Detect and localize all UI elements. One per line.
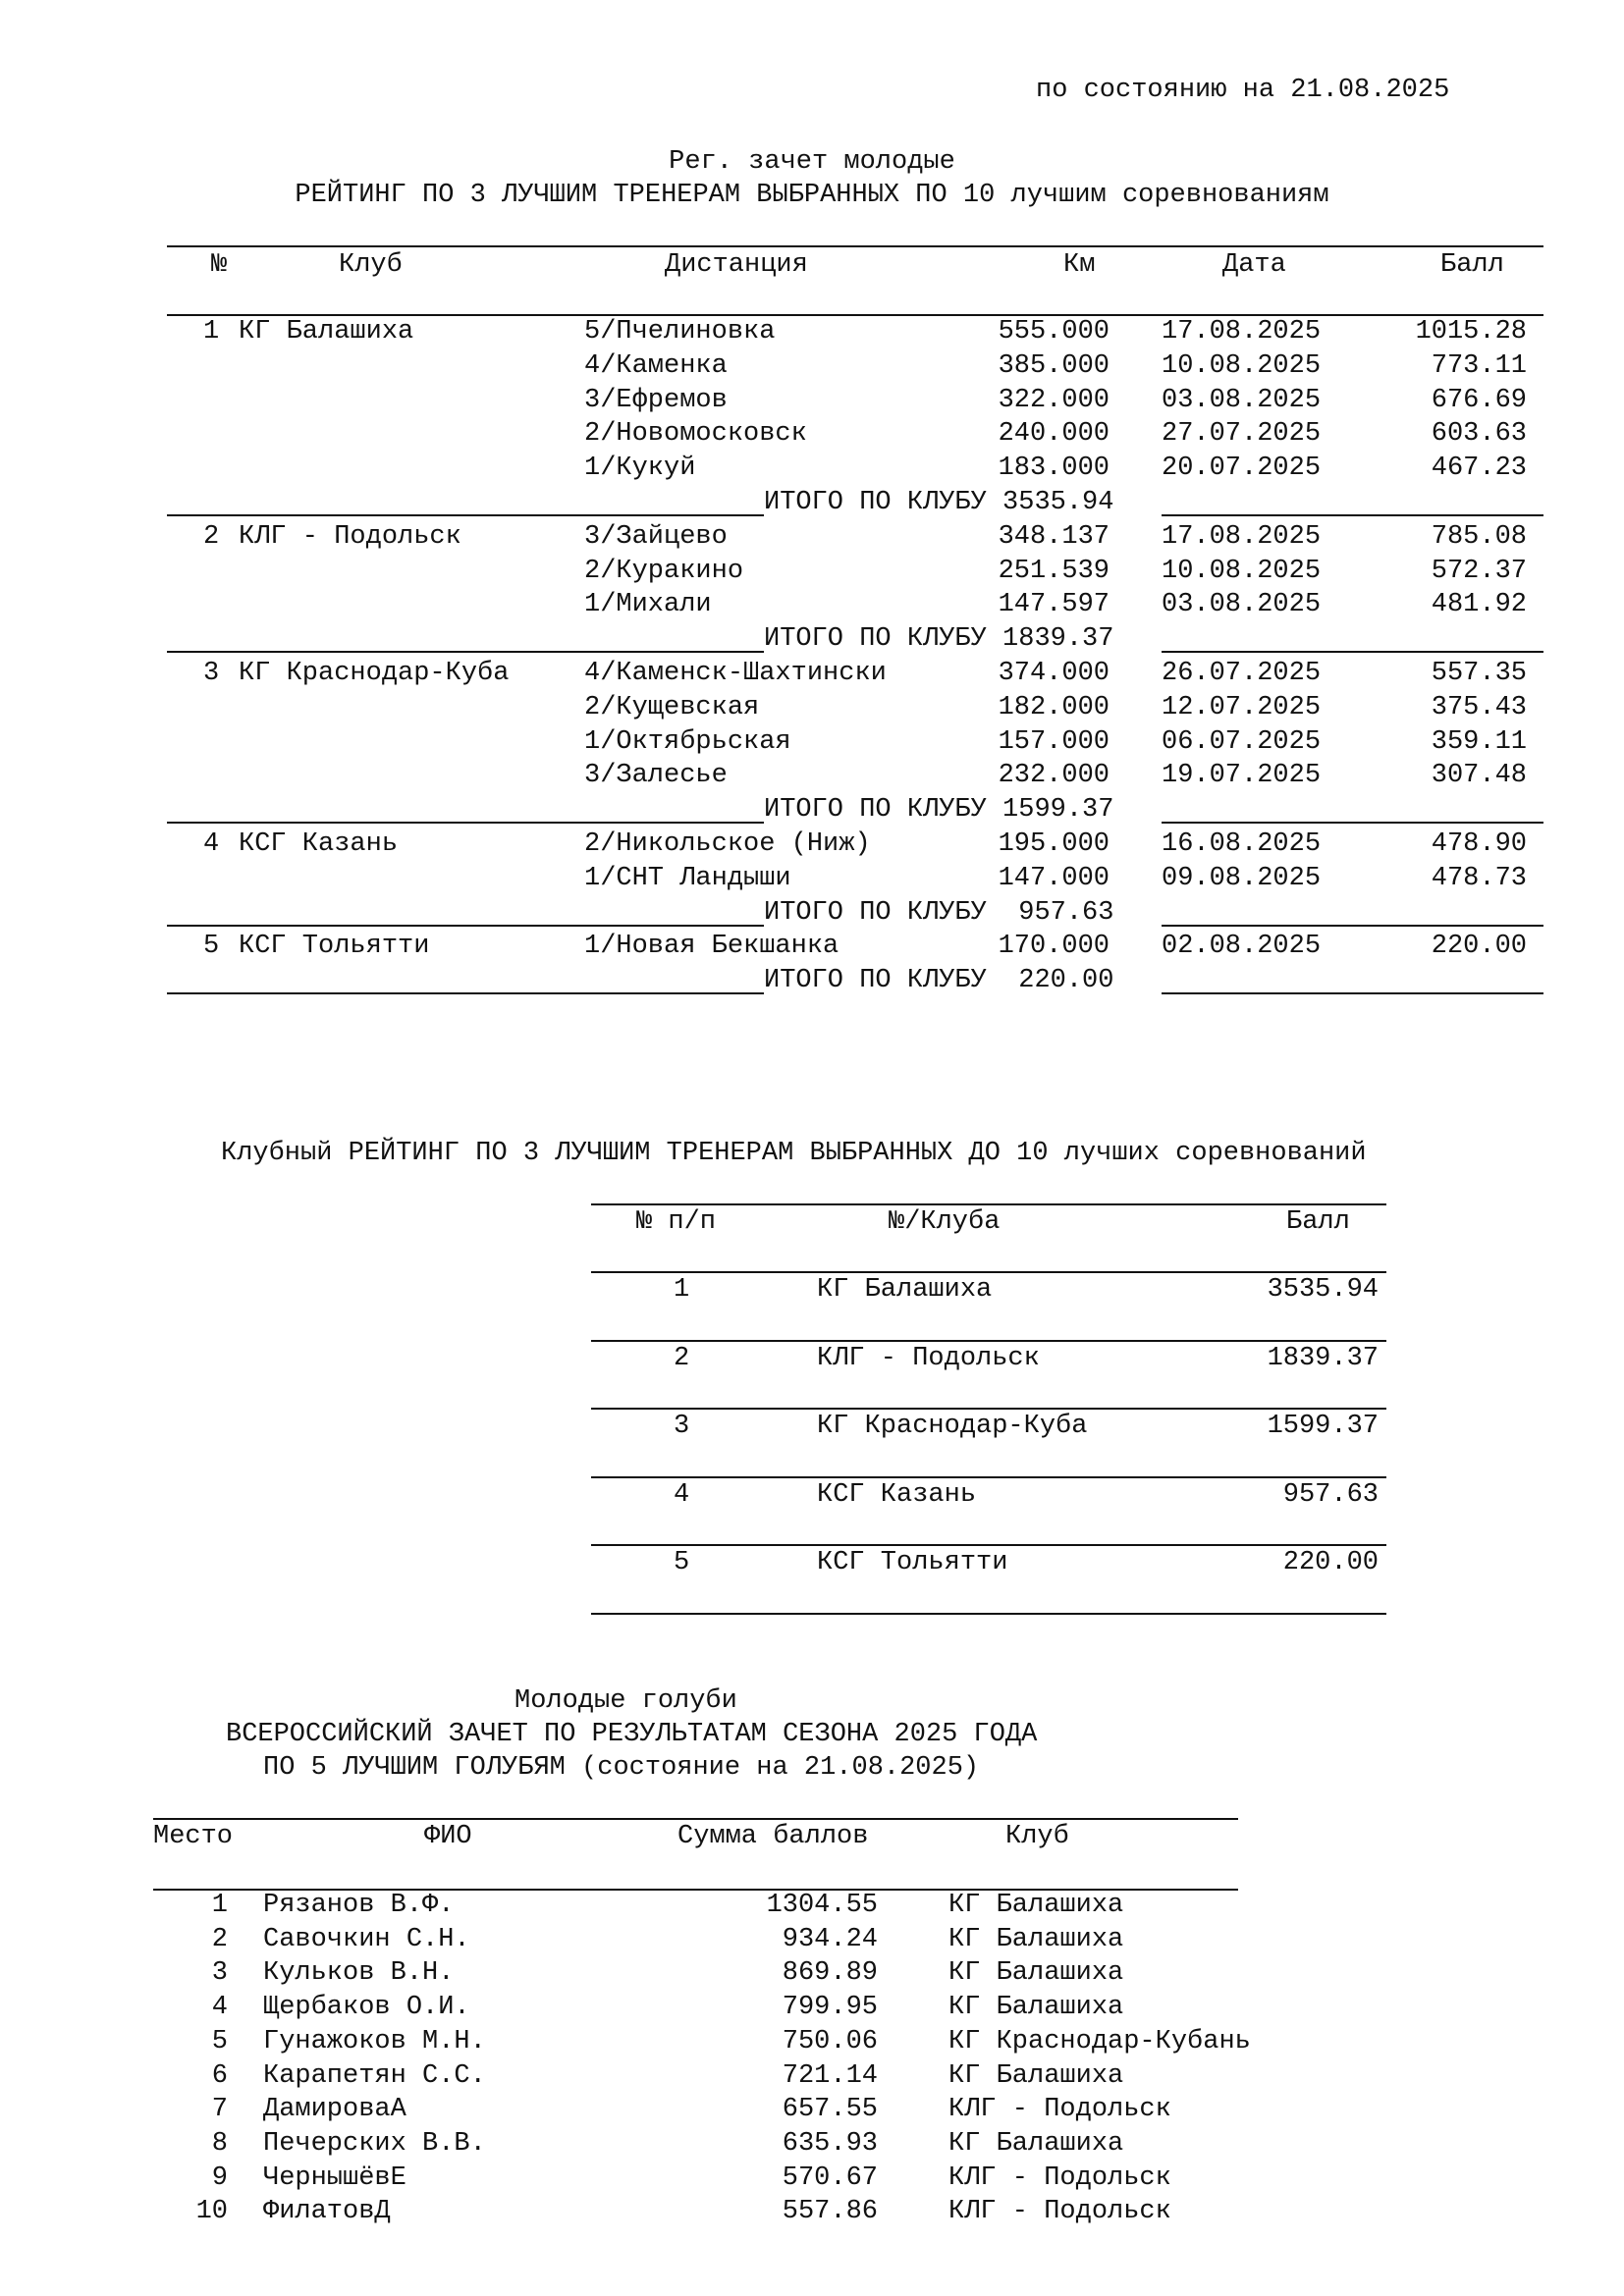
km-cell: 182.000 [998, 692, 1110, 722]
score-cell: 572.37 [1431, 556, 1527, 586]
col-header-date: Дата [1222, 250, 1286, 280]
pigeon-club: КГ Балашиха [948, 1958, 1124, 1989]
distance-cell: 3/Залесье [584, 761, 728, 791]
club-table-top-rule [591, 1203, 1386, 1205]
distance-cell: 4/Каменка [584, 350, 728, 381]
club-row-rule [591, 1271, 1386, 1273]
club-name: КГ Краснодар-Куба [239, 659, 510, 688]
club-rating-title: Клубный РЕЙТИНГ ПО 3 ЛУЧШИМ ТРЕНЕРАМ ВЫБРАННЫХ ДО 10 лучших соревнований [221, 1139, 1367, 1168]
club-rank: 3 [203, 659, 220, 688]
date-cell: 09.08.2025 [1162, 863, 1322, 893]
distance-cell: 3/Зайцево [584, 521, 728, 552]
pigeon-club: КЛГ - Подольск [948, 2095, 1171, 2125]
club-rating-name: КЛГ - Подольск [817, 1343, 1040, 1373]
km-cell: 555.000 [998, 317, 1110, 347]
total-rule-left [167, 992, 764, 994]
club-rating-rank: 2 [674, 1343, 690, 1373]
club-rating-rank: 1 [674, 1275, 690, 1305]
score-cell: 307.48 [1431, 761, 1527, 791]
col-header-club: Клуб [339, 250, 403, 280]
club-name: КЛГ - Подольск [239, 521, 461, 552]
pigeon-sum: 750.06 [782, 2026, 878, 2056]
date-cell: 26.07.2025 [1162, 659, 1322, 688]
pigeons-col-header-sum: Сумма баллов [677, 1822, 869, 1851]
pigeon-place: 4 [211, 1993, 228, 2023]
distance-cell: 1/СНТ Ландыши [584, 863, 791, 893]
club-rating-rank: 4 [674, 1479, 690, 1510]
club-rating-name: КСГ Тольятти [817, 1548, 1008, 1577]
km-cell: 251.539 [998, 556, 1110, 586]
pigeon-sum: 721.14 [782, 2060, 878, 2091]
total-rule-right [1162, 925, 1543, 927]
pigeon-name: Савочкин С.Н. [263, 1924, 470, 1954]
total-rule-left [167, 514, 764, 516]
club-rating-rank: 3 [674, 1412, 690, 1441]
club-rating-score: 3535.94 [1267, 1275, 1379, 1305]
club-table-bottom-rule [591, 1613, 1386, 1615]
km-cell: 183.000 [998, 454, 1110, 484]
club-rating-name: КГ Краснодар-Куба [817, 1412, 1088, 1441]
club-total: ИТОГО ПО КЛУБУ 220.00 [764, 966, 1114, 996]
club-name: КГ Балашиха [239, 317, 414, 347]
pigeon-name: Кульков В.Н. [263, 1958, 455, 1989]
distance-cell: 2/Куракино [584, 556, 744, 586]
pigeon-club: КЛГ - Подольск [948, 2197, 1171, 2227]
date-cell: 27.07.2025 [1162, 419, 1322, 450]
header-bottom-rule [167, 314, 1543, 316]
total-rule-left [167, 822, 764, 824]
club-name: КСГ Тольятти [239, 932, 430, 962]
club-rating-score: 220.00 [1282, 1548, 1379, 1577]
club-rating-score: 1839.37 [1267, 1343, 1379, 1373]
total-rule-right [1162, 822, 1543, 824]
club-name: КСГ Казань [239, 829, 399, 859]
club-row-rule [591, 1544, 1386, 1546]
date-cell: 06.07.2025 [1162, 726, 1322, 757]
date-cell: 20.07.2025 [1162, 454, 1322, 484]
col-header-distance: Дистанция [665, 250, 808, 280]
club-total: ИТОГО ПО КЛУБУ 1839.37 [764, 624, 1114, 655]
club-row-rule [591, 1408, 1386, 1410]
distance-cell: 5/Пчелиновка [584, 317, 776, 347]
km-cell: 170.000 [998, 932, 1110, 962]
date-cell: 10.08.2025 [1162, 556, 1322, 586]
distance-cell: 1/Михали [584, 590, 712, 620]
date-cell: 03.08.2025 [1162, 385, 1322, 415]
score-cell: 481.92 [1431, 590, 1527, 620]
pigeons-title-3: ПО 5 ЛУЧШИМ ГОЛУБЯМ (состояние на 21.08.2025) [263, 1753, 980, 1783]
km-cell: 147.597 [998, 590, 1110, 620]
score-cell: 603.63 [1431, 419, 1527, 450]
club-total: ИТОГО ПО КЛУБУ 1599.37 [764, 795, 1114, 826]
score-cell: 359.11 [1431, 726, 1527, 757]
pigeon-place: 10 [195, 2197, 228, 2227]
pigeon-name: ЧернышёвЕ [263, 2163, 406, 2193]
pigeons-col-header-name: ФИО [424, 1822, 472, 1851]
score-cell: 785.08 [1431, 521, 1527, 552]
pigeon-club: КГ Балашиха [948, 1891, 1124, 1920]
date-cell: 17.08.2025 [1162, 521, 1322, 552]
pigeon-place: 9 [211, 2163, 228, 2193]
km-cell: 385.000 [998, 350, 1110, 381]
pigeon-club: КЛГ - Подольск [948, 2163, 1171, 2193]
pigeon-sum: 635.93 [782, 2128, 878, 2159]
club-rank: 1 [203, 317, 220, 347]
pigeon-name: ДамироваА [263, 2095, 406, 2125]
date-cell: 10.08.2025 [1162, 350, 1322, 381]
pigeon-club: КГ Краснодар-Кубань [948, 2026, 1251, 2056]
pigeon-sum: 570.67 [782, 2163, 878, 2193]
distance-cell: 1/Октябрьская [584, 726, 791, 757]
club-rank: 4 [203, 829, 220, 859]
pigeon-name: ФилатовД [263, 2197, 391, 2227]
score-cell: 478.73 [1431, 863, 1527, 893]
club-rating-name: КСГ Казань [817, 1479, 977, 1510]
date-cell: 12.07.2025 [1162, 692, 1322, 722]
table-top-rule [167, 245, 1543, 247]
km-cell: 322.000 [998, 385, 1110, 415]
total-rule-right [1162, 514, 1543, 516]
pigeon-sum: 1304.55 [766, 1891, 878, 1920]
pigeon-place: 2 [211, 1924, 228, 1954]
km-cell: 348.137 [998, 521, 1110, 552]
pigeon-place: 7 [211, 2095, 228, 2125]
date-cell: 19.07.2025 [1162, 761, 1322, 791]
pigeon-place: 8 [211, 2128, 228, 2159]
pigeons-col-header-place: Место [153, 1822, 234, 1851]
date-cell: 02.08.2025 [1162, 932, 1322, 962]
club-col-header-club: №/Клуба [889, 1207, 1001, 1237]
col-header-score: Балл [1440, 250, 1504, 280]
distance-cell: 2/Новомосковск [584, 419, 807, 450]
score-cell: 773.11 [1431, 350, 1527, 381]
pigeon-sum: 657.55 [782, 2095, 878, 2125]
club-rating-score: 1599.37 [1267, 1412, 1379, 1441]
regional-title-2: РЕЙТИНГ ПО 3 ЛУЧШИМ ТРЕНЕРАМ ВЫБРАННЫХ ПО 10 лучшим соревнованиям [295, 181, 1329, 210]
date-cell: 17.08.2025 [1162, 317, 1322, 347]
pigeon-sum: 799.95 [782, 1993, 878, 2023]
status-date: по состоянию на 21.08.2025 [1036, 76, 1450, 105]
score-cell: 557.35 [1431, 659, 1527, 688]
club-rank: 2 [203, 521, 220, 552]
distance-cell: 1/Новая Бекшанка [584, 932, 839, 962]
score-cell: 220.00 [1431, 932, 1527, 962]
km-cell: 374.000 [998, 659, 1110, 688]
col-header-num: № [211, 250, 228, 280]
total-rule-left [167, 925, 764, 927]
pigeon-name: Карапетян С.С. [263, 2060, 486, 2091]
distance-cell: 4/Каменск-Шахтински [584, 659, 887, 688]
km-cell: 147.000 [998, 863, 1110, 893]
total-rule-left [167, 651, 764, 653]
distance-cell: 1/Кукуй [584, 454, 696, 484]
score-cell: 467.23 [1431, 454, 1527, 484]
club-row-rule [591, 1340, 1386, 1342]
pigeon-sum: 869.89 [782, 1958, 878, 1989]
club-rating-rank: 5 [674, 1548, 690, 1577]
score-cell: 478.90 [1431, 829, 1527, 859]
club-col-header-score: Балл [1286, 1207, 1350, 1237]
pigeon-place: 1 [211, 1891, 228, 1920]
pigeon-club: КГ Балашиха [948, 2128, 1124, 2159]
club-rating-score: 957.63 [1282, 1479, 1379, 1510]
pigeons-top-rule [153, 1818, 1238, 1820]
distance-cell: 3/Ефремов [584, 385, 728, 415]
km-cell: 195.000 [998, 829, 1110, 859]
club-rating-name: КГ Балашиха [817, 1275, 993, 1305]
pigeon-place: 5 [211, 2026, 228, 2056]
pigeons-col-header-club: Клуб [1005, 1822, 1069, 1851]
distance-cell: 2/Кущевская [584, 692, 760, 722]
date-cell: 03.08.2025 [1162, 590, 1322, 620]
pigeon-sum: 934.24 [782, 1924, 878, 1954]
km-cell: 232.000 [998, 761, 1110, 791]
pigeons-title-2: ВСЕРОССИЙСКИЙ ЗАЧЕТ ПО РЕЗУЛЬТАТАМ СЕЗОНА 2025 ГОДА [226, 1720, 1038, 1749]
club-col-header-num: № п/п [636, 1207, 717, 1237]
date-cell: 16.08.2025 [1162, 829, 1322, 859]
pigeon-name: Печерских В.В. [263, 2128, 486, 2159]
pigeon-place: 6 [211, 2060, 228, 2091]
total-rule-right [1162, 651, 1543, 653]
km-cell: 157.000 [998, 726, 1110, 757]
pigeon-name: Гунажоков М.Н. [263, 2026, 486, 2056]
col-header-km: Км [1063, 250, 1096, 280]
club-row-rule [591, 1476, 1386, 1478]
pigeons-title-1: Молодые голуби [514, 1686, 737, 1716]
total-rule-right [1162, 992, 1543, 994]
pigeon-name: Щербаков О.И. [263, 1993, 470, 2023]
km-cell: 240.000 [998, 419, 1110, 450]
score-cell: 375.43 [1431, 692, 1527, 722]
pigeon-sum: 557.86 [782, 2197, 878, 2227]
score-cell: 1015.28 [1415, 317, 1527, 347]
club-rank: 5 [203, 932, 220, 962]
distance-cell: 2/Никольское (Ниж) [584, 829, 871, 859]
pigeon-club: КГ Балашиха [948, 2060, 1124, 2091]
regional-title-1: Рег. зачет молодые [669, 147, 955, 177]
score-cell: 676.69 [1431, 385, 1527, 415]
pigeon-place: 3 [211, 1958, 228, 1989]
club-total: ИТОГО ПО КЛУБУ 957.63 [764, 897, 1114, 928]
pigeon-club: КГ Балашиха [948, 1993, 1124, 2023]
pigeon-club: КГ Балашиха [948, 1924, 1124, 1954]
club-total: ИТОГО ПО КЛУБУ 3535.94 [764, 488, 1114, 517]
pigeon-name: Рязанов В.Ф. [263, 1891, 455, 1920]
